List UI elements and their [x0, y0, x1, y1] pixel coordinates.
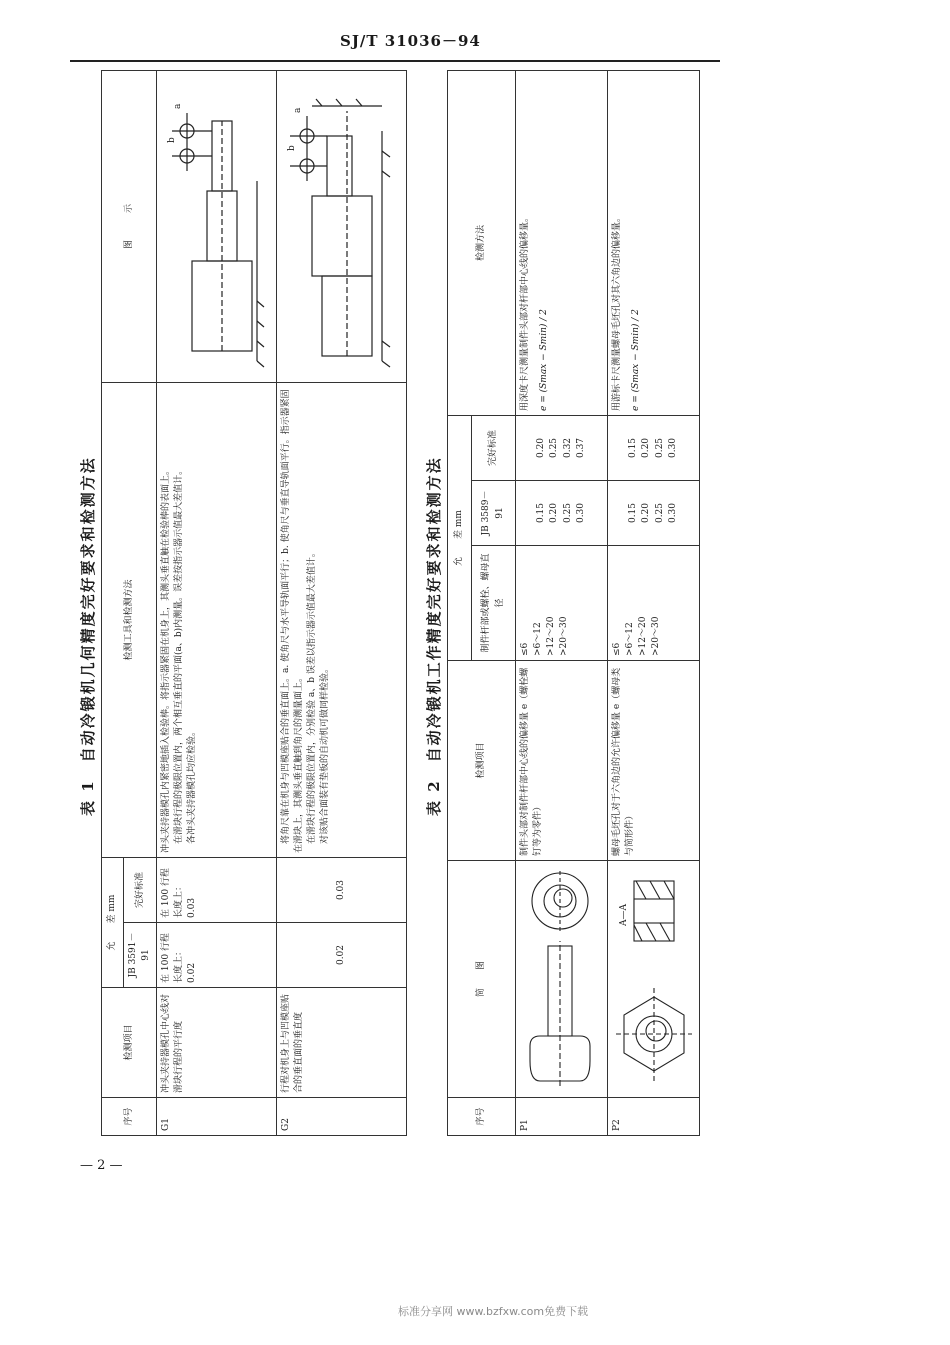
tol-value: 0.15 [628, 437, 639, 459]
g2-diagram [282, 82, 402, 372]
t2-row-method [608, 70, 700, 415]
g1-label-b: b [166, 137, 177, 144]
t1-row-figure [277, 71, 407, 383]
diameter-value: >6～12 [533, 622, 544, 656]
tol-value: 0.25 [549, 437, 560, 459]
tol-value: 0.25 [654, 437, 665, 459]
diameter-value: ≤6 [612, 642, 622, 656]
t2-row-item: 螺母毛坯孔对于六角边的允许偏移量 e（螺母类与简形件） [608, 661, 700, 861]
formula: e = (Smax − Smin) / 2 [539, 309, 550, 411]
t1-row-item: 冲头夹持器模孔中心线对滑块行程的平行度 [157, 988, 277, 1098]
diameter-value: >20～30 [559, 616, 570, 656]
method-para: 对该贴合面装有垫板的自动机可做同样检验。 [320, 663, 331, 844]
t1-row-tol-good: 在 100 行程长度上：0.03 [157, 858, 277, 923]
standard-number: SJ/T 31036－94 [340, 32, 481, 50]
table2 [447, 70, 700, 1136]
t1-header-figure: 图 示 [102, 71, 157, 383]
t2-row-item: 制件头部对制件杆部中心线的偏移量 e（螺栓螺钉等为零件） [516, 661, 608, 861]
diameter-value: >12～20 [546, 616, 557, 656]
diameter-value: >12～20 [638, 616, 649, 656]
p1-diagram [520, 867, 604, 1092]
footer-watermark: 标准分享网 www.bzfxw.com免费下载 [398, 1305, 589, 1318]
method-para: 各冲头夹持器模孔均应检验。 [187, 726, 198, 844]
t1-row-tol-std: 在 100 行程长度上：0.02 [157, 923, 277, 988]
t2-header-seq: 序号 [448, 1098, 516, 1136]
tol-value: 0.30 [667, 437, 678, 459]
tol-value: 0.20 [536, 437, 547, 459]
tol-value: 0.20 [549, 502, 560, 524]
t2-header-tol-good: 完好标准 [472, 415, 516, 480]
method-para: 将角尺靠在机身与凹模座贴合的垂直面上。a. 使角尺与水平导轨面平行；b. 使角尺与垂直导轨面平行。指示器紧固在滑块上，其测头垂直触到角尺的测量面上。 [281, 389, 305, 853]
tol-value: 0.25 [654, 502, 665, 524]
t1-header-method: 检测工具和检测方法 [102, 383, 157, 858]
table1-row [277, 71, 407, 1136]
method-para: 冲头夹持器模孔内紧密地插入检验棒。将指示器紧固在机身上，其测头垂直触在检验棒的表面上。 [161, 465, 172, 853]
tol-value: 0.25 [562, 502, 573, 524]
method-text: 用深度卡尺测量制件头部对杆部中心线的偏移量。 [520, 212, 530, 411]
table1-row [157, 71, 277, 1136]
table1-caption: 表 1 自动冷锻机几何精度完好要求和检测方法 [79, 456, 97, 816]
t1-header-seq: 序号 [102, 1098, 157, 1136]
t2-row-tol-std [608, 481, 700, 546]
t2-row-figure [608, 861, 700, 1098]
t1-row-seq: G1 [157, 1098, 277, 1136]
diameter-value: ≤6 [520, 642, 530, 656]
table2-row [516, 70, 608, 1135]
tol-value: 0.20 [641, 437, 652, 459]
tol-value: 0.32 [562, 437, 573, 459]
p2-diagram [612, 867, 696, 1092]
header-rule [70, 60, 720, 62]
t1-header-tolerance: 允 差 mm [102, 858, 124, 988]
t1-row-tol-good: 0.03 [277, 858, 407, 923]
tol-value: 0.15 [628, 502, 639, 524]
g1-diagram [162, 82, 272, 372]
t1-row-item: 行程对机身上与凹模座贴合的垂直面的垂直度 [277, 988, 407, 1098]
page-number: — 2 — [80, 1158, 123, 1173]
diameter-value: >20～30 [651, 616, 662, 656]
t1-row-method [277, 383, 407, 858]
p2-section-label: A—A [618, 904, 629, 927]
method-text: 用游标卡尺测量螺母毛坯孔对其六角边的偏移量。 [612, 212, 622, 411]
t2-row-seq: P2 [608, 1098, 700, 1136]
t2-row-diameters [516, 546, 608, 661]
formula: e = (Smax − Smin) / 2 [631, 309, 642, 411]
t2-header-item: 检测项目 [448, 661, 516, 861]
t2-row-tol-good [516, 415, 608, 480]
t2-row-method [516, 70, 608, 415]
t2-row-figure [516, 861, 608, 1098]
tol-value: 0.30 [575, 502, 586, 524]
t2-header-tol-std: JB 3589－91 [472, 481, 516, 546]
table2-row [608, 70, 700, 1135]
t2-row-tol-std [516, 481, 608, 546]
t2-header-tolerance: 允 差 mm [448, 415, 472, 660]
g1-label-a: a [172, 104, 183, 110]
t1-header-tol-std: JB 3591－91 [124, 923, 157, 988]
t1-row-figure [157, 71, 277, 383]
method-para: 在滑块行程的极限位置内，分别检验 a、b 误差以指示器示值最大差值计。 [307, 548, 318, 844]
t2-row-tol-good [608, 415, 700, 480]
g2-label-a: a [292, 108, 303, 114]
t2-row-seq: P1 [516, 1098, 608, 1136]
t2-row-diameters [608, 546, 700, 661]
t2-header-method: 检测方法 [448, 70, 516, 415]
g2-label-b: b [286, 145, 297, 152]
method-para: 在滑块行程的极限位置内，两个相互垂直的平面(a、b)内测量。误差按指示器示值最大差值计。 [174, 465, 185, 844]
table1 [101, 70, 407, 1136]
tol-value: 0.15 [536, 502, 547, 524]
diameter-value: >6～12 [625, 622, 636, 656]
tol-value: 0.20 [641, 502, 652, 524]
table2-caption: 表 2 自动冷锻机工作精度完好要求和检测方法 [425, 456, 443, 816]
t2-header-dia: 制件杆部或螺栓、螺母直径 [472, 546, 516, 661]
t1-row-method [157, 383, 277, 858]
tol-value: 0.30 [667, 502, 678, 524]
t2-header-figure: 简 图 [448, 861, 516, 1098]
tol-value: 0.37 [575, 437, 586, 459]
t1-row-seq: G2 [277, 1098, 407, 1136]
rotated-content [71, 71, 701, 1136]
t1-header-item: 检测项目 [102, 988, 157, 1098]
t1-header-tol-good: 完好标准 [124, 858, 157, 923]
t1-row-tol-std: 0.02 [277, 923, 407, 988]
